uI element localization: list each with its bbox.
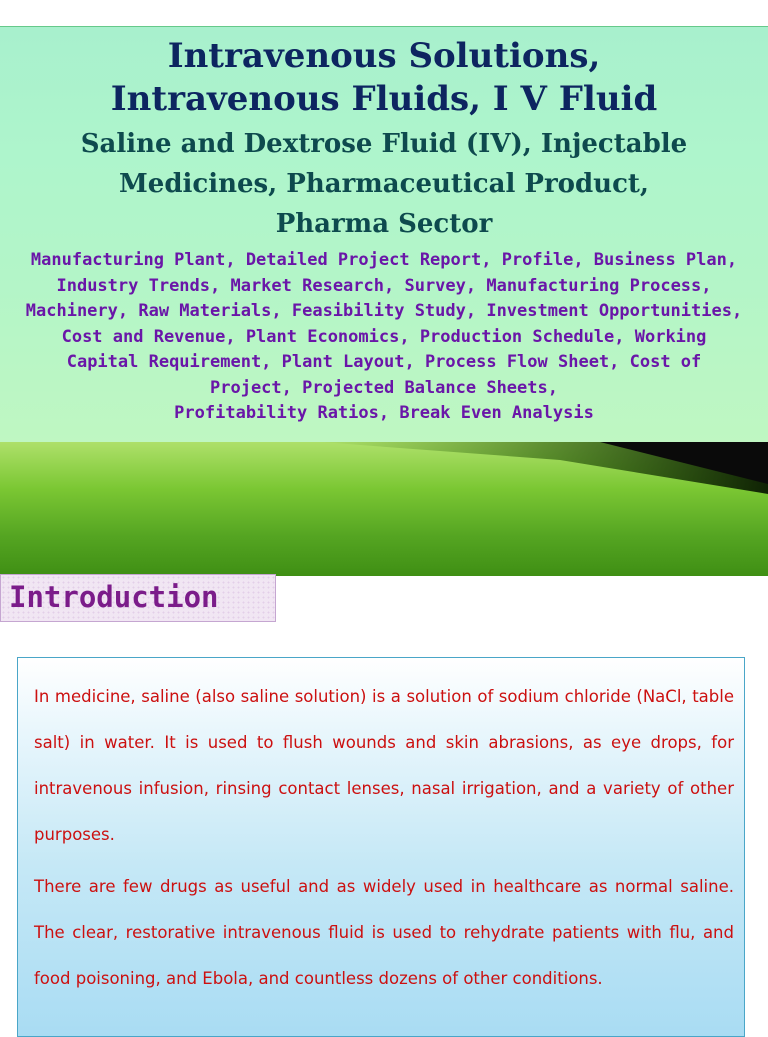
- page-title: [0, 35, 768, 121]
- text-panel: [17, 657, 745, 1037]
- section-heading: Introduction: [9, 580, 219, 614]
- paragraph: There are few drugs as useful and as widely used in healthcare as normal saline. The clear, restorative intravenous fluid is used to rehydrate patients with flu, and food poisoning, and Ebola, and countless dozens of other conditions.: [34, 877, 734, 988]
- keyword-line: Profitability Ratios, Break Even Analysis: [174, 403, 594, 423]
- subtitle-line-2: Medicines, Pharmaceutical Product,: [119, 169, 649, 199]
- keyword-line: Capital Requirement, Plant Layout, Process Flow Sheet, Cost of: [66, 352, 702, 372]
- keyword-list: [6, 248, 762, 427]
- keyword-line: Project, Projected Balance Sheets,: [210, 377, 558, 398]
- section-heading-tab: [0, 574, 276, 622]
- title-line-1: Intravenous Solutions,: [167, 36, 601, 76]
- keyword-line: Cost and Revenue, Plant Economics, Production Schedule, Working: [61, 326, 707, 347]
- title-banner: [0, 26, 768, 442]
- keyword-line: Manufacturing Plant, Detailed Project Report, Profile, Business Plan,: [30, 250, 738, 270]
- keyword-line: Machinery, Raw Materials, Feasibility Study, Investment Opportunities,: [25, 301, 743, 321]
- subtitle-line-3: Pharma Sector: [275, 209, 493, 239]
- page-subtitle: [0, 124, 768, 244]
- subtitle-line-1: Saline and Dextrose Fluid (IV), Injectable: [80, 129, 688, 159]
- keyword-line: Industry Trends, Market Research, Survey, Manufacturing Process,: [56, 275, 712, 296]
- title-line-2: Intravenous Fluids, I V Fluid: [110, 79, 658, 119]
- paragraph: In medicine, saline (also saline solution) is a solution of sodium chloride (NaCl, table salt) in water. It is used to flush wounds and skin abrasions, as eye drops, for intravenous infusion, rinsing contact lenses, nasal irrigation, and a variety of other purposes.: [34, 687, 734, 844]
- dark-diagonal-stripe: [0, 442, 768, 576]
